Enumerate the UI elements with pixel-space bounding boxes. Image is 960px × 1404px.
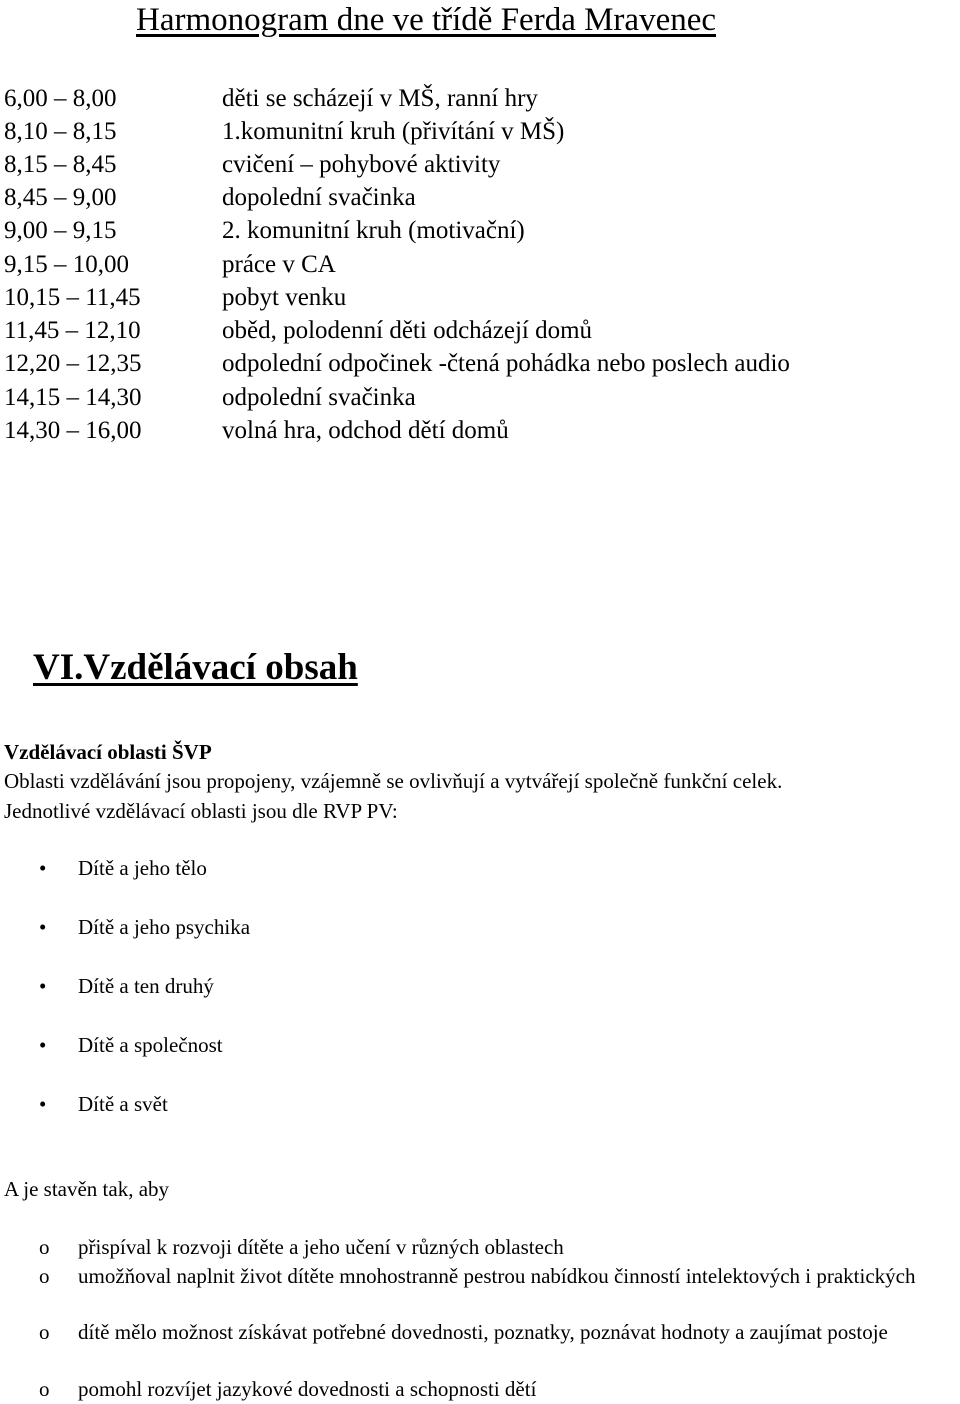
circle-bullet-icon: o: [39, 1377, 50, 1401]
schedule-activity: volná hra, odchod dětí domů: [222, 417, 509, 444]
schedule-time: 12,20 – 12,35: [4, 350, 142, 377]
schedule-time: 6,00 – 8,00: [4, 85, 117, 112]
circle-bullet-icon: o: [39, 1320, 50, 1344]
schedule-time: 9,00 – 9,15: [4, 217, 117, 244]
schedule-activity: odpolední odpočinek -čtená pohádka nebo poslech audio: [222, 350, 790, 377]
list-item: přispíval k rozvoji dítěte a jeho učení v různých oblastech: [78, 1235, 564, 1259]
bullet-icon: •: [39, 856, 47, 880]
bullet-icon: •: [39, 1092, 47, 1116]
list-item: umožňoval naplnit život dítěte mnohostranně pestrou nabídkou činností intelektových i praktických: [78, 1264, 916, 1288]
bullet-icon: •: [39, 915, 47, 939]
schedule-time: 8,15 – 8,45: [4, 151, 117, 178]
list-item: Dítě a jeho psychika: [78, 915, 251, 939]
subheading: Vzdělávací oblasti ŠVP: [4, 740, 212, 764]
circle-bullet-icon: o: [39, 1264, 50, 1288]
intro-paragraph-line: Oblasti vzdělávání jsou propojeny, vzájemně se ovlivňují a vytvářejí společně funkční celek.: [4, 769, 783, 793]
bullet-icon: •: [39, 974, 47, 998]
schedule-activity: děti se scházejí v MŠ, ranní hry: [222, 85, 538, 112]
schedule-time: 8,45 – 9,00: [4, 184, 117, 211]
intro-paragraph-line: Jednotlivé vzdělávací oblasti jsou dle RVP PV:: [4, 799, 398, 823]
schedule-activity: 1.komunitní kruh (přivítání v MŠ): [222, 118, 565, 145]
schedule-activity: 2. komunitní kruh (motivační): [222, 217, 525, 244]
schedule-activity: práce v CA: [222, 251, 336, 278]
section-heading: VI.Vzdělávací obsah: [33, 647, 358, 688]
list-item: Dítě a jeho tělo: [78, 856, 207, 880]
list-item: Dítě a ten druhý: [78, 974, 214, 998]
schedule-activity: pobyt venku: [222, 284, 347, 311]
bullet-icon: •: [39, 1033, 47, 1057]
schedule-time: 11,45 – 12,10: [4, 317, 141, 344]
schedule-activity: oběd, polodenní děti odcházejí domů: [222, 317, 593, 344]
list-item: pomohl rozvíjet jazykové dovednosti a schopnosti dětí: [78, 1377, 537, 1401]
schedule-time: 8,10 – 8,15: [4, 118, 117, 145]
schedule-time: 10,15 – 11,45: [4, 284, 141, 311]
aims-intro: A je stavěn tak, aby: [4, 1177, 170, 1201]
schedule-time: 14,30 – 16,00: [4, 417, 142, 444]
list-item: Dítě a svět: [78, 1092, 168, 1116]
page-title: Harmonogram dne ve třídě Ferda Mravenec: [136, 2, 717, 38]
schedule-activity: dopolední svačinka: [222, 184, 416, 211]
schedule-activity: cvičení – pohybové aktivity: [222, 151, 501, 178]
list-item: Dítě a společnost: [78, 1033, 223, 1057]
schedule-activity: odpolední svačinka: [222, 384, 416, 411]
list-item: dítě mělo možnost získávat potřebné dovednosti, poznatky, poznávat hodnoty a zaujímat postoje: [78, 1320, 888, 1344]
schedule-time: 14,15 – 14,30: [4, 384, 142, 411]
circle-bullet-icon: o: [39, 1235, 50, 1259]
schedule-time: 9,15 – 10,00: [4, 251, 129, 278]
